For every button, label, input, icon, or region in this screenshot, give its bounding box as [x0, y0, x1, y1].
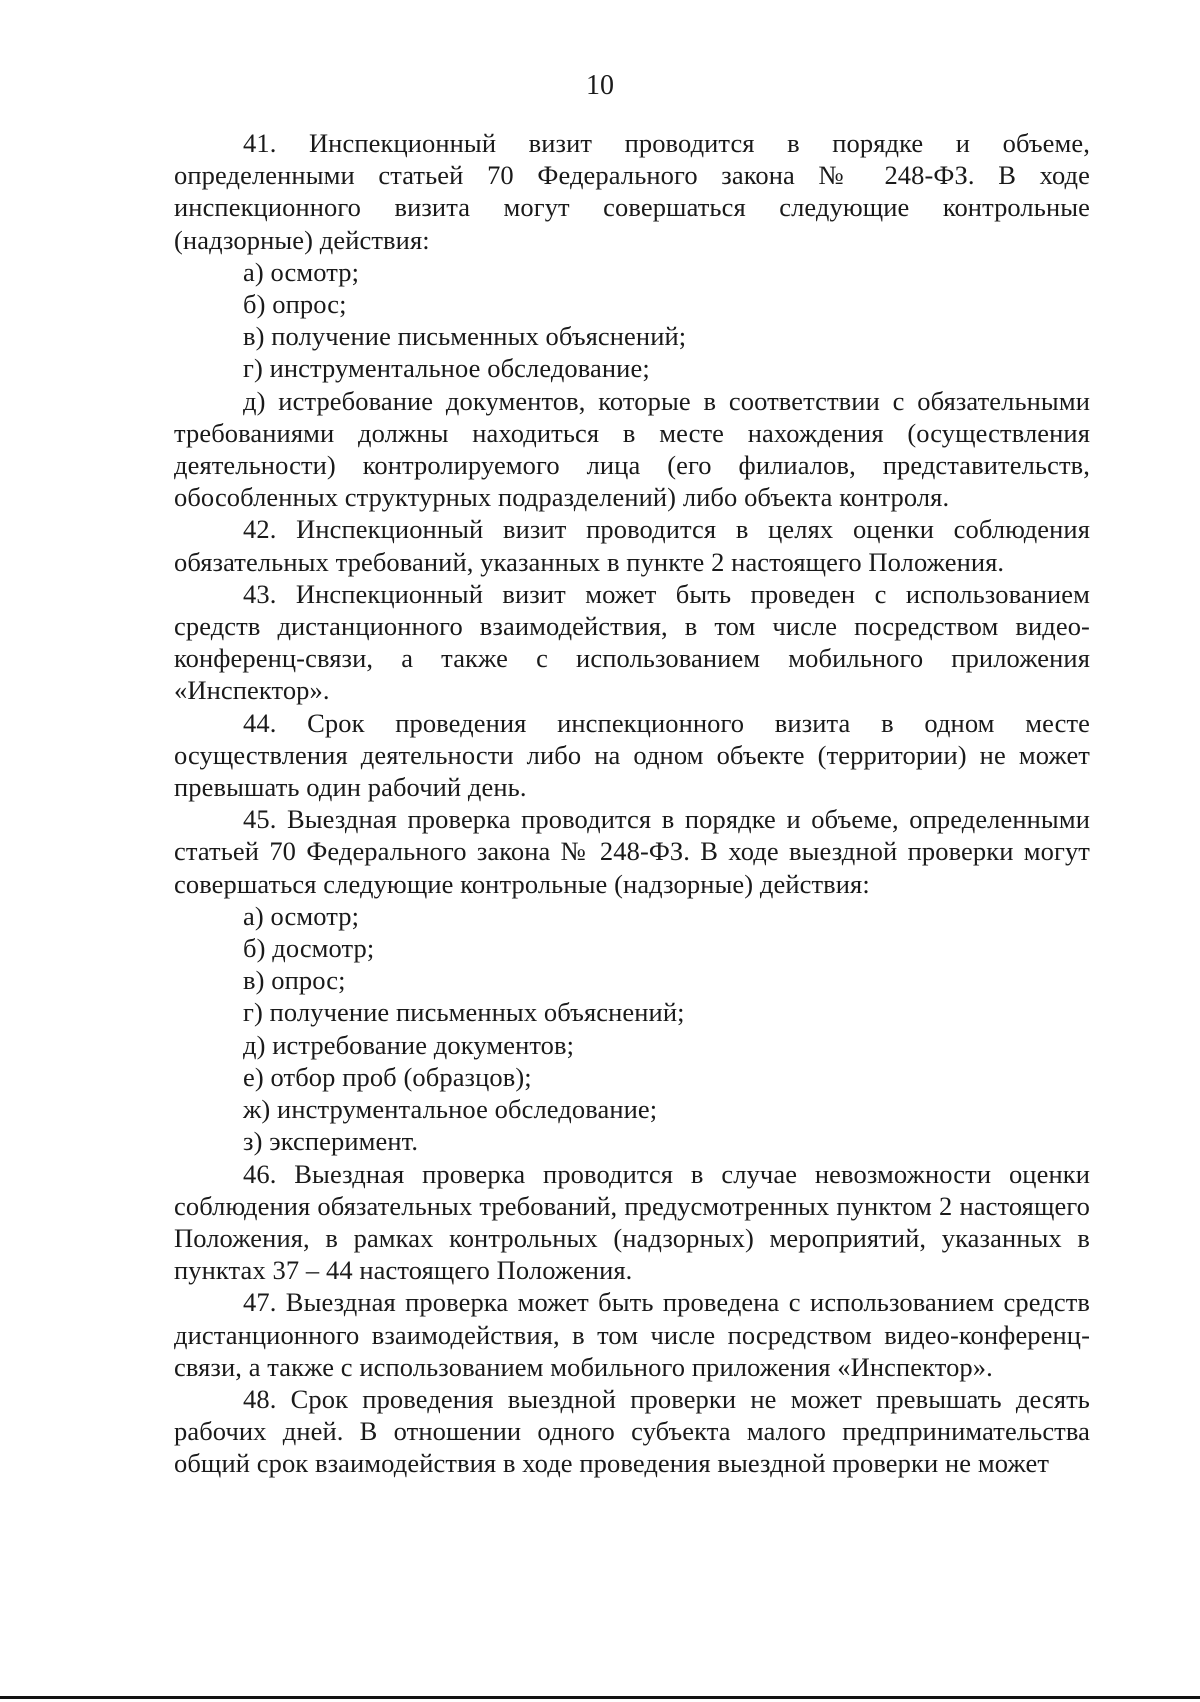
paragraph-45: 45. Выездная проверка проводится в порядке и объеме, определенными статьей 70 Федерального закона № 248-ФЗ. В ходе выездной проверки могут совершаться следующие контрольные (надзорные) действия:	[174, 804, 1090, 899]
list-item: ж) инструментальное обследование;	[243, 1094, 658, 1125]
list-item: е) отбор проб (образцов);	[243, 1061, 532, 1092]
page-number: 10	[586, 70, 614, 101]
page-bottom-edge	[0, 1696, 1200, 1699]
paragraph-46: 46. Выездная проверка проводится в случае невозможности оценки соблюдения обязательных требований, предусмотренных пунктом 2 настоящего Положения, в рамках контрольных (надзорных) мероприятий, указанных в пунктах 37 – 44 настоящего Положения.	[174, 1158, 1090, 1286]
list-item: з) эксперимент.	[243, 1126, 419, 1157]
paragraph-42: 42. Инспекционный визит проводится в целях оценки соблюдения обязательных требований, указанных в пункте 2 настоящего Положения.	[174, 514, 1090, 577]
list-item: в) получение письменных объяснений;	[243, 321, 687, 352]
list-item: г) получение письменных объяснений;	[243, 997, 685, 1028]
list-item: б) опрос;	[243, 289, 347, 320]
list-item: в) опрос;	[243, 965, 346, 996]
paragraph-44: 44. Срок проведения инспекционного визита в одном месте осуществления деятельности либо на одном объекте (территории) не может превышать один рабочий день.	[174, 707, 1090, 803]
list-item: а) осмотр;	[243, 256, 360, 287]
list-item: д) истребование документов, которые в соответствии с обязательными требованиями должны находиться в месте нахождения (осуществления деятельности) контролируемого лица (его филиалов, представительств, обособленных структурных подразделений) либо объекта контроля.	[174, 385, 1090, 513]
list-item: д) истребование документов;	[243, 1029, 575, 1060]
document-body	[174, 127, 1090, 1480]
paragraph-48: 48. Срок проведения выездной проверки не может превышать десять рабочих дней. В отношении одного субъекта малого предпринимательства общий срок взаимодействия в ходе проведения выездной проверки не может	[174, 1383, 1090, 1479]
list-item: а) осмотр;	[243, 900, 360, 931]
paragraph-43: 43. Инспекционный визит может быть проведен с использованием средств дистанционного взаимодействия, в том числе посредством видео-конференц-связи, а также с использованием мобильного приложения «Инспектор».	[174, 578, 1090, 706]
list-item: г) инструментальное обследование;	[243, 353, 650, 384]
paragraph-41: 41. Инспекционный визит проводится в порядке и объеме, определенными статьей 70 Федерального закона № 248-ФЗ. В ходе инспекционного визита могут совершаться следующие контрольные (надзорные) действия:	[174, 128, 1090, 255]
paragraph-47: 47. Выездная проверка может быть проведена с использованием средств дистанционного взаимодействия, в том числе посредством видео-конференц-связи, а также с использованием мобильного приложения «Инспектор».	[174, 1287, 1090, 1382]
list-item: б) досмотр;	[243, 933, 375, 964]
